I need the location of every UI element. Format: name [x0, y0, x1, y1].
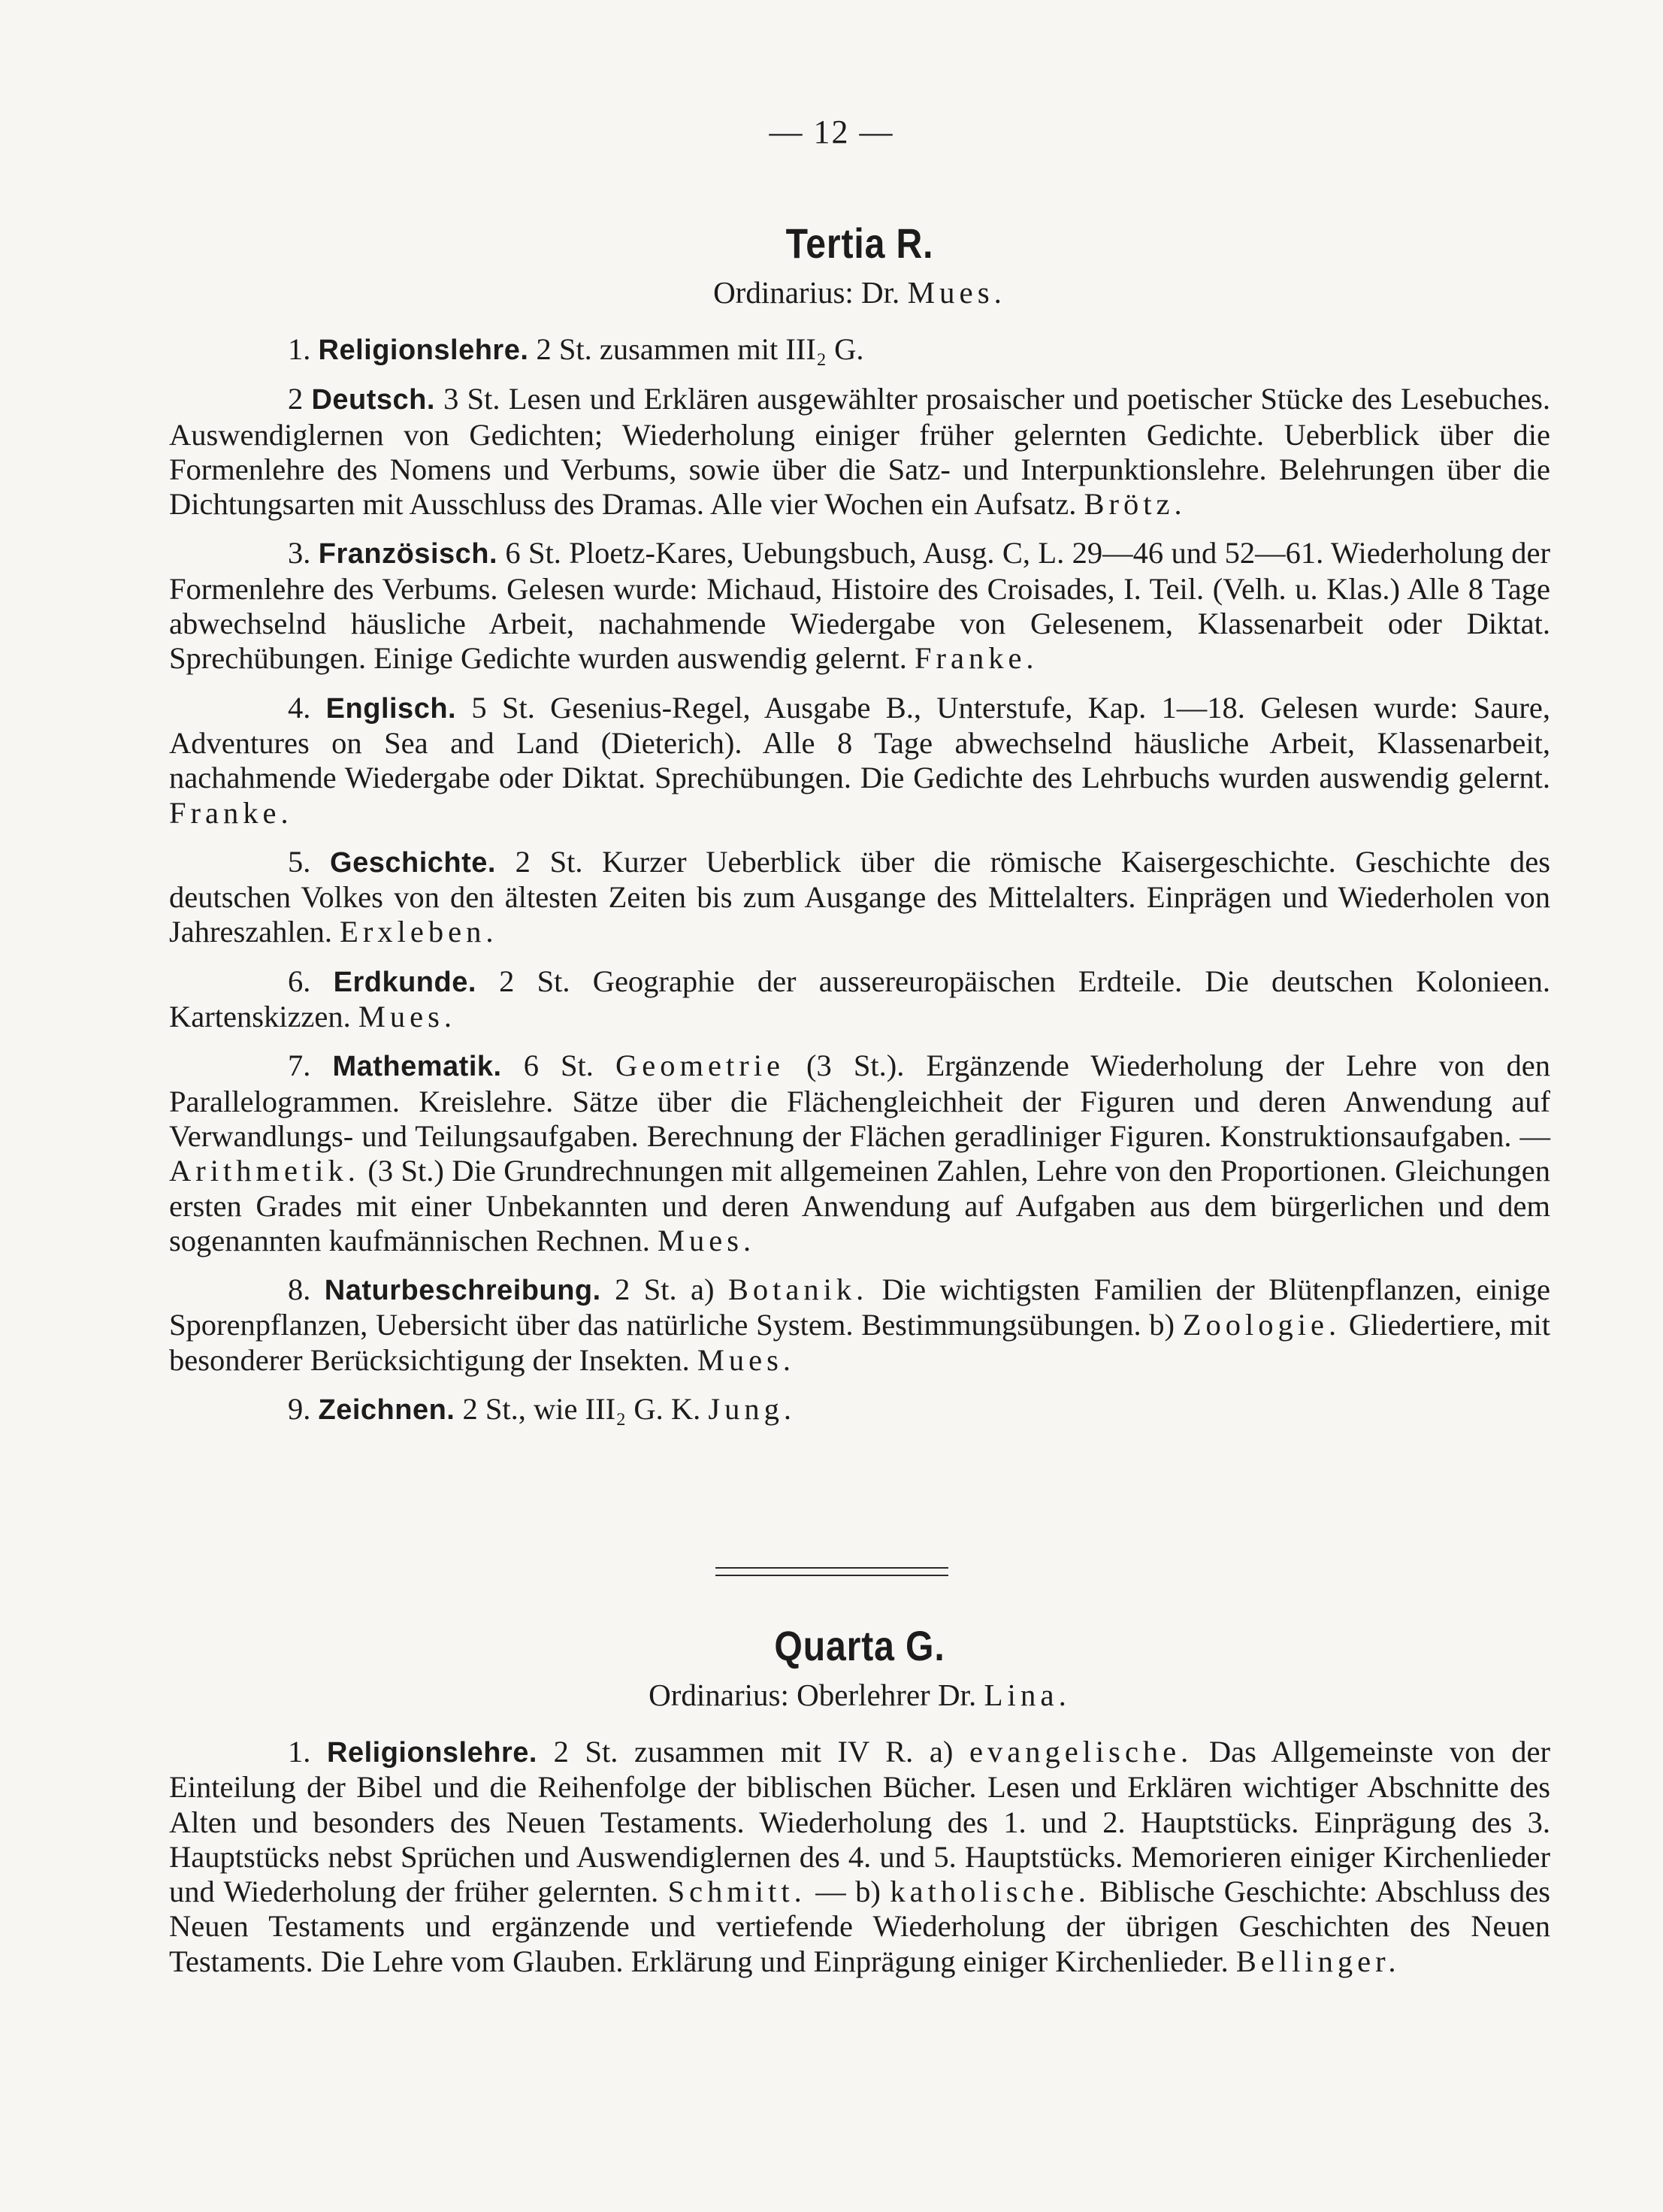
subject-number: 1.: [288, 1735, 311, 1769]
ordinarius-name: Lina.: [984, 1678, 1071, 1712]
ordinarius-name: Mues.: [907, 275, 1006, 310]
subject-text: 2 St. a): [615, 1272, 715, 1307]
subject-text: Die wichtigsten Familien der Blütenpflanzen, einige Sporenpflanzen, Uebersicht über das natürliche System. Bestimmungsübungen. b): [169, 1272, 1551, 1342]
subtopic-zoologie: Zoologie.: [1182, 1308, 1341, 1342]
subject-name: Religionslehre.: [327, 1737, 537, 1769]
subject-text: 2 St. zusammen mit III₂ G.: [536, 332, 864, 366]
teacher-name: Mues.: [658, 1223, 756, 1257]
teacher-name: Franke.: [169, 795, 293, 830]
subject-number: 5.: [288, 844, 311, 879]
subject-text: 6 St. Ploetz-Kares, Uebungsbuch, Ausg. C, L. 29—46 und 52—61. Wiederholung der Formenlehre des Verbums. Gelesen wurde: Michaud, Histoire des Croisades, I. Teil. (Velh. u. Klas.) Alle 8 Tage abwechselnd häusliche Arbeit, nachahmende Wiedergabe von Gelesenem, Klassenarbeit oder Diktat. Sprechübungen. Einige Gedichte wurden auswendig gelernt.: [169, 536, 1551, 676]
subject-name: Mathematik.: [332, 1051, 502, 1083]
subject-number: 8.: [288, 1272, 311, 1307]
section-quarta: [169, 1622, 1550, 1979]
subtopic-evangelisch: evangelische.: [969, 1735, 1193, 1769]
teacher-name: Mues.: [358, 1000, 457, 1034]
subject-name: Zeichnen.: [318, 1394, 455, 1427]
subject-franzoesisch: [169, 536, 1550, 676]
subject-name: Französisch.: [318, 538, 498, 570]
teacher-name: Bellinger.: [1235, 1944, 1401, 1978]
subject-number: 7.: [288, 1049, 311, 1083]
subject-text: Das Allgemeinste von der Einteilung der Bibel und die Reihenfolge der biblischen Bücher. Lesen und Erklären wichtiger Abschnitte des Alten und besonders des Neuen Testaments. Wiederholung des 1. und 2. Hauptstücks. Einprägung des 3. Hauptstücks nebst Sprüchen und Auswendiglernen des 4. und 5. Hauptstücks. Memorieren einiger Kirchenlieder und Wiederholung der früher gelernten.: [169, 1735, 1550, 1909]
teacher-name: Erxleben.: [340, 915, 498, 949]
ordinarius-label: Ordinarius: Oberlehrer Dr.: [649, 1678, 977, 1712]
ordinarius-line: [169, 1676, 1550, 1714]
subject-name: Naturbeschreibung.: [324, 1275, 601, 1307]
subject-text: 2 St. Geographie der aussereuropäischen Erdteile. Die deutschen Kolonieen. Kartenskizzen.: [169, 964, 1551, 1034]
subject-text: 2 St. Kurzer Ueberblick über die römische Kaisergeschichte. Geschichte des deutschen Volkes von den ältesten Zeiten bis zum Ausgange des Mittelalters. Einprägen und Wiederholen von Jahreszahlen.: [169, 844, 1550, 949]
subject-naturbeschreibung: [169, 1272, 1550, 1378]
subject-name: Englisch.: [325, 692, 457, 725]
subject-text: 5 St. Gesenius-Regel, Ausgabe B., Unterstufe, Kap. 1—18. Gelesen wurde: Saure, Adventures on Sea and Land (Dieterich). Alle 8 Tage abwechselnd häusliche Arbeit, Klassenarbeit, nachahmende Wiedergabe oder Diktat. Sprechübungen. Die Gedichte des Lehrbuchs wurden auswendig gelernt.: [169, 690, 1551, 795]
subject-number: 3.: [288, 536, 311, 570]
subject-text: — b): [815, 1875, 881, 1909]
subject-name: Religionslehre.: [318, 334, 529, 366]
section-divider: [715, 1567, 948, 1576]
subject-number: 4.: [288, 690, 311, 725]
subtopic-geometrie: Geometrie: [615, 1049, 785, 1083]
subject-name: Erdkunde.: [333, 966, 476, 998]
subject-number: 2: [288, 382, 304, 416]
subject-religionslehre: [169, 332, 1550, 368]
subject-religionslehre: [169, 1735, 1550, 1979]
subject-text: 2 St., wie III₂ G. K.: [462, 1392, 701, 1427]
subject-text: 2 St. zusammen mit IV R. a): [553, 1735, 954, 1769]
teacher-name: Franke.: [914, 641, 1039, 676]
subject-text: (3 St.). Ergänzende Wiederholung der Lehre von den Parallelogrammen. Kreislehre. Sätze über die Flächengleichheit der Figuren und deren Anwendung auf Verwandlungs- und Teilungsaufgaben. Berechnung der Flächen geradliniger Figuren. Konstruktionsaufgaben. —: [169, 1049, 1551, 1153]
subject-number: 1.: [288, 332, 311, 366]
subject-number: 9.: [288, 1392, 311, 1427]
subtopic-katholisch: katholische.: [890, 1875, 1090, 1909]
teacher-name: Jung.: [708, 1392, 796, 1427]
subject-text: Biblische Geschichte: Abschluss des Neuen Testaments und ergänzende und vertiefende Wiederholung der übrigen Geschichten des Neuen Testaments. Die Lehre vom Glauben. Erklärung und Einprägung einiger Kirchenlieder.: [169, 1875, 1551, 1978]
subject-englisch: [169, 691, 1550, 831]
subject-erdkunde: [169, 964, 1550, 1035]
teacher-name: Brötz.: [1084, 487, 1187, 522]
subject-text: 6 St.: [523, 1049, 594, 1083]
teacher-name: Mues.: [697, 1342, 796, 1377]
section-title: Tertia R.: [785, 219, 934, 267]
subject-geschichte: [169, 845, 1550, 950]
subject-text: Gliedertiere, mit besonderer Berücksichtigung der Insekten.: [169, 1308, 1551, 1377]
subject-mathematik: [169, 1049, 1550, 1258]
section-title: Quarta G.: [774, 1622, 945, 1669]
section-tertia: [169, 219, 1550, 1427]
page-number: — 12 —: [769, 113, 894, 150]
subject-text: 3 St. Lesen und Erklären ausgewählter prosaischer und poetischer Stücke des Lesebuches. Auswendiglernen von Gedichten; Wiederholung einiger früher gelernten Gedichte. Ueberblick über die Formenlehre des Nomens und Verbums, sowie über die Satz- und Interpunktionslehre. Belehrungen über die Dichtungsarten mit Ausschluss des Dramas. Alle vier Wochen ein Aufsatz.: [169, 382, 1551, 522]
subject-text: (3 St.) Die Grundrechnungen mit allgemeinen Zahlen, Lehre von den Proportionen. Gleichungen ersten Grades mit einer Unbekannten und deren Anwendung auf Aufgaben aus dem bürgerlichen und dem sogenannten kaufmännischen Rechnen.: [169, 1154, 1550, 1257]
teacher-name: Schmitt.: [667, 1875, 806, 1909]
subject-number: 6.: [288, 964, 311, 998]
ordinarius-label: Ordinarius: Dr.: [713, 275, 900, 310]
subject-name: Deutsch.: [311, 384, 435, 416]
ordinarius-line: [169, 274, 1550, 311]
subject-zeichnen: [169, 1392, 1550, 1427]
subtopic-arithmetik: Arithmetik.: [169, 1154, 360, 1188]
subtopic-botanik: Botanik.: [727, 1272, 869, 1307]
subject-name: Geschichte.: [330, 846, 496, 879]
subject-deutsch: [169, 382, 1550, 522]
